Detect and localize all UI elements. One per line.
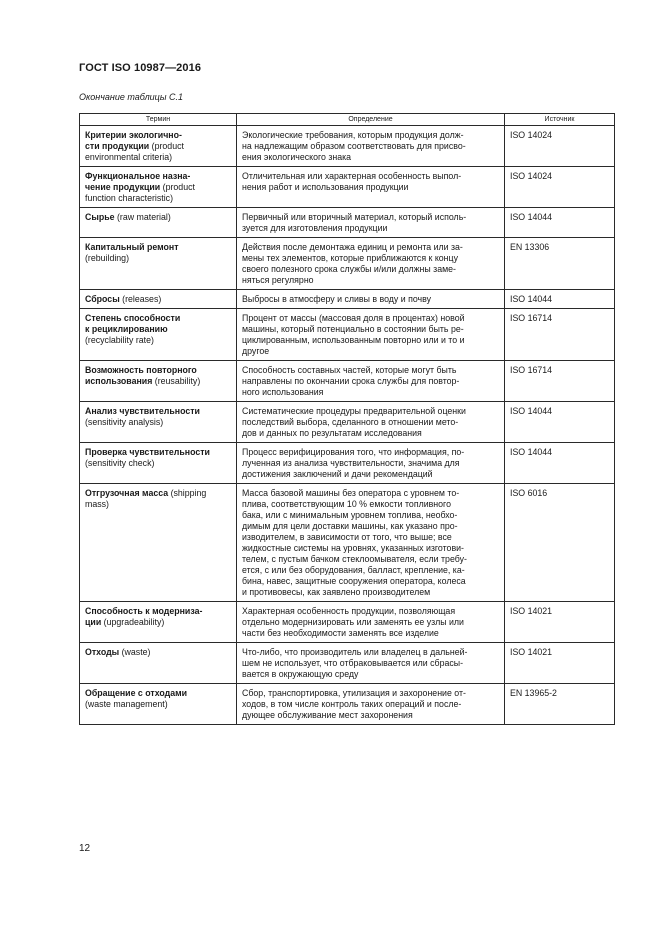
term-english: (sensitivity analysis): [85, 417, 164, 427]
term-english: (recyclability rate): [85, 335, 154, 345]
term-cell: [80, 309, 237, 361]
term-russian: Обращение с отходами: [85, 688, 188, 698]
term-cell: [80, 402, 237, 443]
term-russian: Отгрузочная масса: [85, 488, 169, 498]
source-cell: EN 13306: [505, 238, 615, 290]
term-russian: Способность к модерниза- ции: [85, 606, 203, 627]
term-russian: Критерии экологично- сти продукции: [85, 130, 182, 151]
term-russian: Возможность повторного использования: [85, 365, 197, 386]
term-cell: [80, 126, 237, 167]
term-cell: [80, 602, 237, 643]
table-row: [80, 126, 615, 167]
term-english: (waste): [119, 647, 151, 657]
terms-table: [79, 113, 615, 725]
table-row: [80, 602, 615, 643]
definition-cell: Отличительная или характерная особенность выпол- нения работ и использования продукции: [237, 167, 505, 208]
source-cell: ISO 16714: [505, 361, 615, 402]
definition-cell: Систематические процедуры предварительной оценки последствий выбора, сделанного в отношении мето- дов и данных по результатам исследования: [237, 402, 505, 443]
source-cell: ISO 14044: [505, 402, 615, 443]
table-row: [80, 443, 615, 484]
term-english: (upgradeability): [101, 617, 165, 627]
definition-cell: Действия после демонтажа единиц и ремонта или за- мены тех элементов, которые приближаются к концу своего полезного срока службы и/или должны заме- няться регулярно: [237, 238, 505, 290]
table-header-row: [80, 114, 615, 126]
table-row: [80, 167, 615, 208]
definition-cell: Что-либо, что производитель или владелец в дальней- шем не использует, что отбраковывается или сбрасы- вается в окружающую среду: [237, 643, 505, 684]
term-russian: Сырье: [85, 212, 115, 222]
term-english: (waste management): [85, 699, 168, 709]
term-cell: [80, 443, 237, 484]
source-cell: ISO 14021: [505, 602, 615, 643]
term-russian: Функциональное назна- чение продукции: [85, 171, 191, 192]
table-row: [80, 684, 615, 725]
table-row: [80, 208, 615, 238]
term-english: (raw material): [114, 212, 171, 222]
term-english: (product environmental criteria): [85, 141, 184, 162]
term-cell: [80, 684, 237, 725]
term-cell: [80, 167, 237, 208]
source-cell: ISO 14044: [505, 290, 615, 309]
definition-cell: Экологические требования, которым продукция долж- на надлежащим образом соответствовать для присво- ения экологического знака: [237, 126, 505, 167]
table-row: [80, 484, 615, 602]
table-caption: Окончание таблицы С.1: [79, 92, 183, 102]
source-cell: EN 13965-2: [505, 684, 615, 725]
table-row: [80, 290, 615, 309]
document-header: ГОСТ ISO 10987—2016: [79, 62, 202, 74]
definition-cell: Процент от массы (массовая доля в процентах) новой машины, который потенциально в состоянии быть ре- циклированным, использованным повторно или и то и другое: [237, 309, 505, 361]
definition-cell: Процесс верифицирования того, что информация, по- лученная из анализа чувствительности, значима для достижения заключений и дачи рекомендаций: [237, 443, 505, 484]
term-english: (sensitivity check): [85, 458, 155, 468]
term-russian: Анализ чувствительности: [85, 406, 200, 416]
term-english: (reusability): [152, 376, 201, 386]
table-body: [80, 126, 615, 725]
source-cell: ISO 14021: [505, 643, 615, 684]
source-cell: ISO 6016: [505, 484, 615, 602]
source-cell: ISO 14024: [505, 167, 615, 208]
term-cell: [80, 238, 237, 290]
source-cell: ISO 14044: [505, 443, 615, 484]
term-russian: Отходы: [85, 647, 120, 657]
source-cell: ISO 14024: [505, 126, 615, 167]
table-row: [80, 309, 615, 361]
term-cell: [80, 361, 237, 402]
column-header-term: Термин: [80, 114, 237, 126]
term-cell: [80, 484, 237, 602]
table-row: [80, 402, 615, 443]
term-english: (rebuilding): [85, 253, 130, 263]
term-russian: Капитальный ремонт: [85, 242, 179, 252]
table-row: [80, 361, 615, 402]
term-english: (releases): [119, 294, 162, 304]
term-russian: Сбросы: [85, 294, 120, 304]
source-cell: ISO 16714: [505, 309, 615, 361]
term-english: (shipping mass): [85, 488, 207, 509]
definition-cell: Масса базовой машины без оператора с уровнем то- плива, соответствующим 10 % емкости топливного бака, или с минимальным уровнем топлива, необхо- димым для цели доставки машины, как указано про- изводителем, в зависимости от того, что выше; все жидкостные системы на уровнях, указанных изготови- телем, с пустым бачком стеклоомывателя, если требу- ется, с или без оборудования, балласт, крепление, ка- бина, навес, защитные сооружения оператора, колеса и противовесы, как заявлено производителем: [237, 484, 505, 602]
table-row: [80, 238, 615, 290]
page-number: 12: [79, 843, 91, 854]
term-cell: [80, 643, 237, 684]
definition-cell: Выбросы в атмосферу и сливы в воду и почву: [237, 290, 505, 309]
definition-cell: Способность составных частей, которые могут быть направлены по окончании срока службы для повтор- ного использования: [237, 361, 505, 402]
term-russian: Степень способности к рециклированию: [85, 313, 181, 334]
term-cell: [80, 290, 237, 309]
definition-cell: Характерная особенность продукции, позволяющая отдельно модернизировать или заменять ее узлы или части без необходимости заменять все изделие: [237, 602, 505, 643]
definition-cell: Сбор, транспортировка, утилизация и захоронение от- ходов, в том числе контроль таких операций и после- дующее обслуживание мест захоронения: [237, 684, 505, 725]
source-cell: ISO 14044: [505, 208, 615, 238]
column-header-source: Источник: [505, 114, 615, 126]
definition-cell: Первичный или вторичный материал, который исполь- зуется для изготовления продукции: [237, 208, 505, 238]
column-header-definition: Определение: [237, 114, 505, 126]
term-english: (product function characteristic): [85, 182, 195, 203]
table-row: [80, 643, 615, 684]
term-russian: Проверка чувствительности: [85, 447, 210, 457]
term-cell: [80, 208, 237, 238]
